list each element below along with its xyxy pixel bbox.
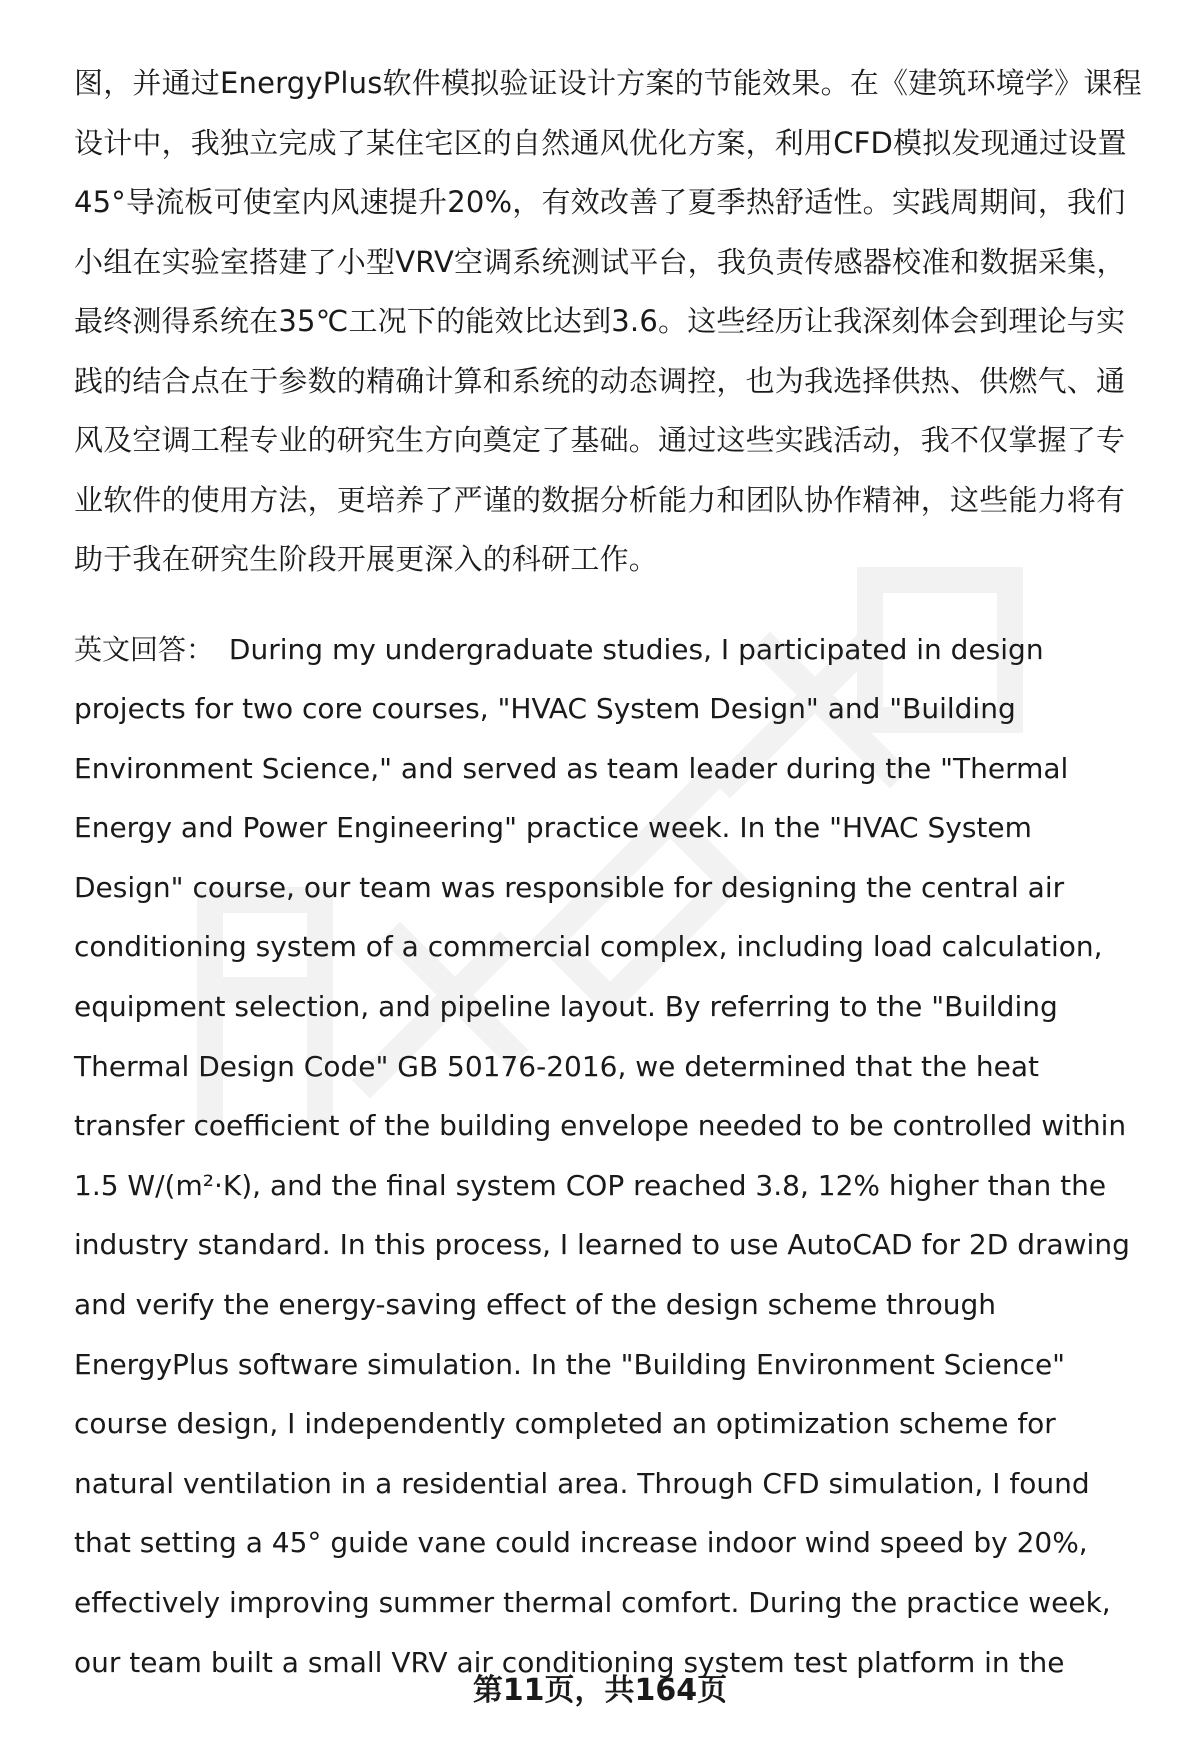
paragraph-line: 践的结合点在于参数的精确计算和系统的动态调控，也为我选择供热、供燃气、通 [74, 363, 1126, 398]
paragraph-line: 45°导流板可使室内风速提升20%，有效改善了夏季热舒适性。实践周期间，我们 [74, 185, 1126, 219]
english-first-line-text: During my undergraduate studies, I participated in design [228, 632, 1044, 666]
paragraph-line: conditioning system of a commercial complex, including load calculation, [74, 930, 1103, 964]
paragraph-line: transfer coefficient of the building envelope needed to be controlled within [74, 1109, 1127, 1143]
paragraph-line: EnergyPlus software simulation. In the "Building Environment Science" [74, 1347, 1066, 1381]
english-first-line [74, 620, 1154, 680]
page-number-footer: 第11页，共164页 [472, 1673, 728, 1708]
paragraph-line: and verify the energy-saving effect of the design scheme through [74, 1288, 996, 1322]
paragraph-line: 小组在实验室搭建了小型VRV空调系统测试平台，我负责传感器校准和数据采集， [74, 244, 1126, 279]
paragraph-line: projects for two core courses, "HVAC System Design" and "Building [74, 692, 1016, 726]
paragraph-line: Environment Science," and served as team leader during the "Thermal [74, 751, 1069, 785]
paragraph-line: Thermal Design Code" GB 50176-2016, we determined that the heat [74, 1049, 1039, 1083]
paragraph-line: 最终测得系统在35℃工况下的能效比达到3.6。这些经历让我深刻体会到理论与实 [74, 304, 1126, 338]
paragraph-line: equipment selection, and pipeline layout. By referring to the "Building [74, 990, 1058, 1024]
paragraph-line: our team built a small VRV air conditioning system test platform in the [74, 1645, 1065, 1679]
paragraph-line: industry standard. In this process, I learned to use AutoCAD for 2D drawing [74, 1228, 1130, 1262]
paragraph-line: natural ventilation in a residential area. Through CFD simulation, I found [74, 1466, 1090, 1500]
paragraph-line: 图，并通过EnergyPlus软件模拟验证设计方案的节能效果。在《建筑环境学》课程 [74, 66, 1142, 100]
paragraph-line: 业软件的使用方法，更培养了严谨的数据分析能力和团队协作精神，这些能力将有 [74, 482, 1126, 517]
paragraph-line: 设计中，我独立完成了某住宅区的自然通风优化方案，利用CFD模拟发现通过设置 [74, 125, 1127, 160]
paragraph-line: 风及空调工程专业的研究生方向奠定了基础。通过这些实践活动，我不仅掌握了专 [74, 423, 1126, 457]
english-answer [74, 620, 1154, 1693]
english-answer-label: 英文回答： [74, 632, 215, 666]
paragraph-line: that setting a 45° guide vane could increase indoor wind speed by 20%, [74, 1526, 1088, 1560]
paragraph-line: 1.5 W/(m²·K), and the final system COP reached 3.8, 12% higher than the [74, 1168, 1107, 1202]
document-body [74, 54, 1154, 1692]
paragraph-gap [74, 590, 1154, 620]
paragraph-line: effectively improving summer thermal comfort. During the practice week, [74, 1586, 1111, 1619]
paragraph-line: Energy and Power Engineering" practice week. In the "HVAC System [74, 811, 1032, 845]
paragraph-line: course design, I independently completed an optimization scheme for [74, 1407, 1056, 1441]
paragraph-line: 助于我在研究生阶段开展更深入的科研工作。 [74, 542, 659, 576]
chinese-paragraph [74, 54, 1154, 590]
paragraph-line: Design" course, our team was responsible for designing the central air [74, 870, 1065, 904]
